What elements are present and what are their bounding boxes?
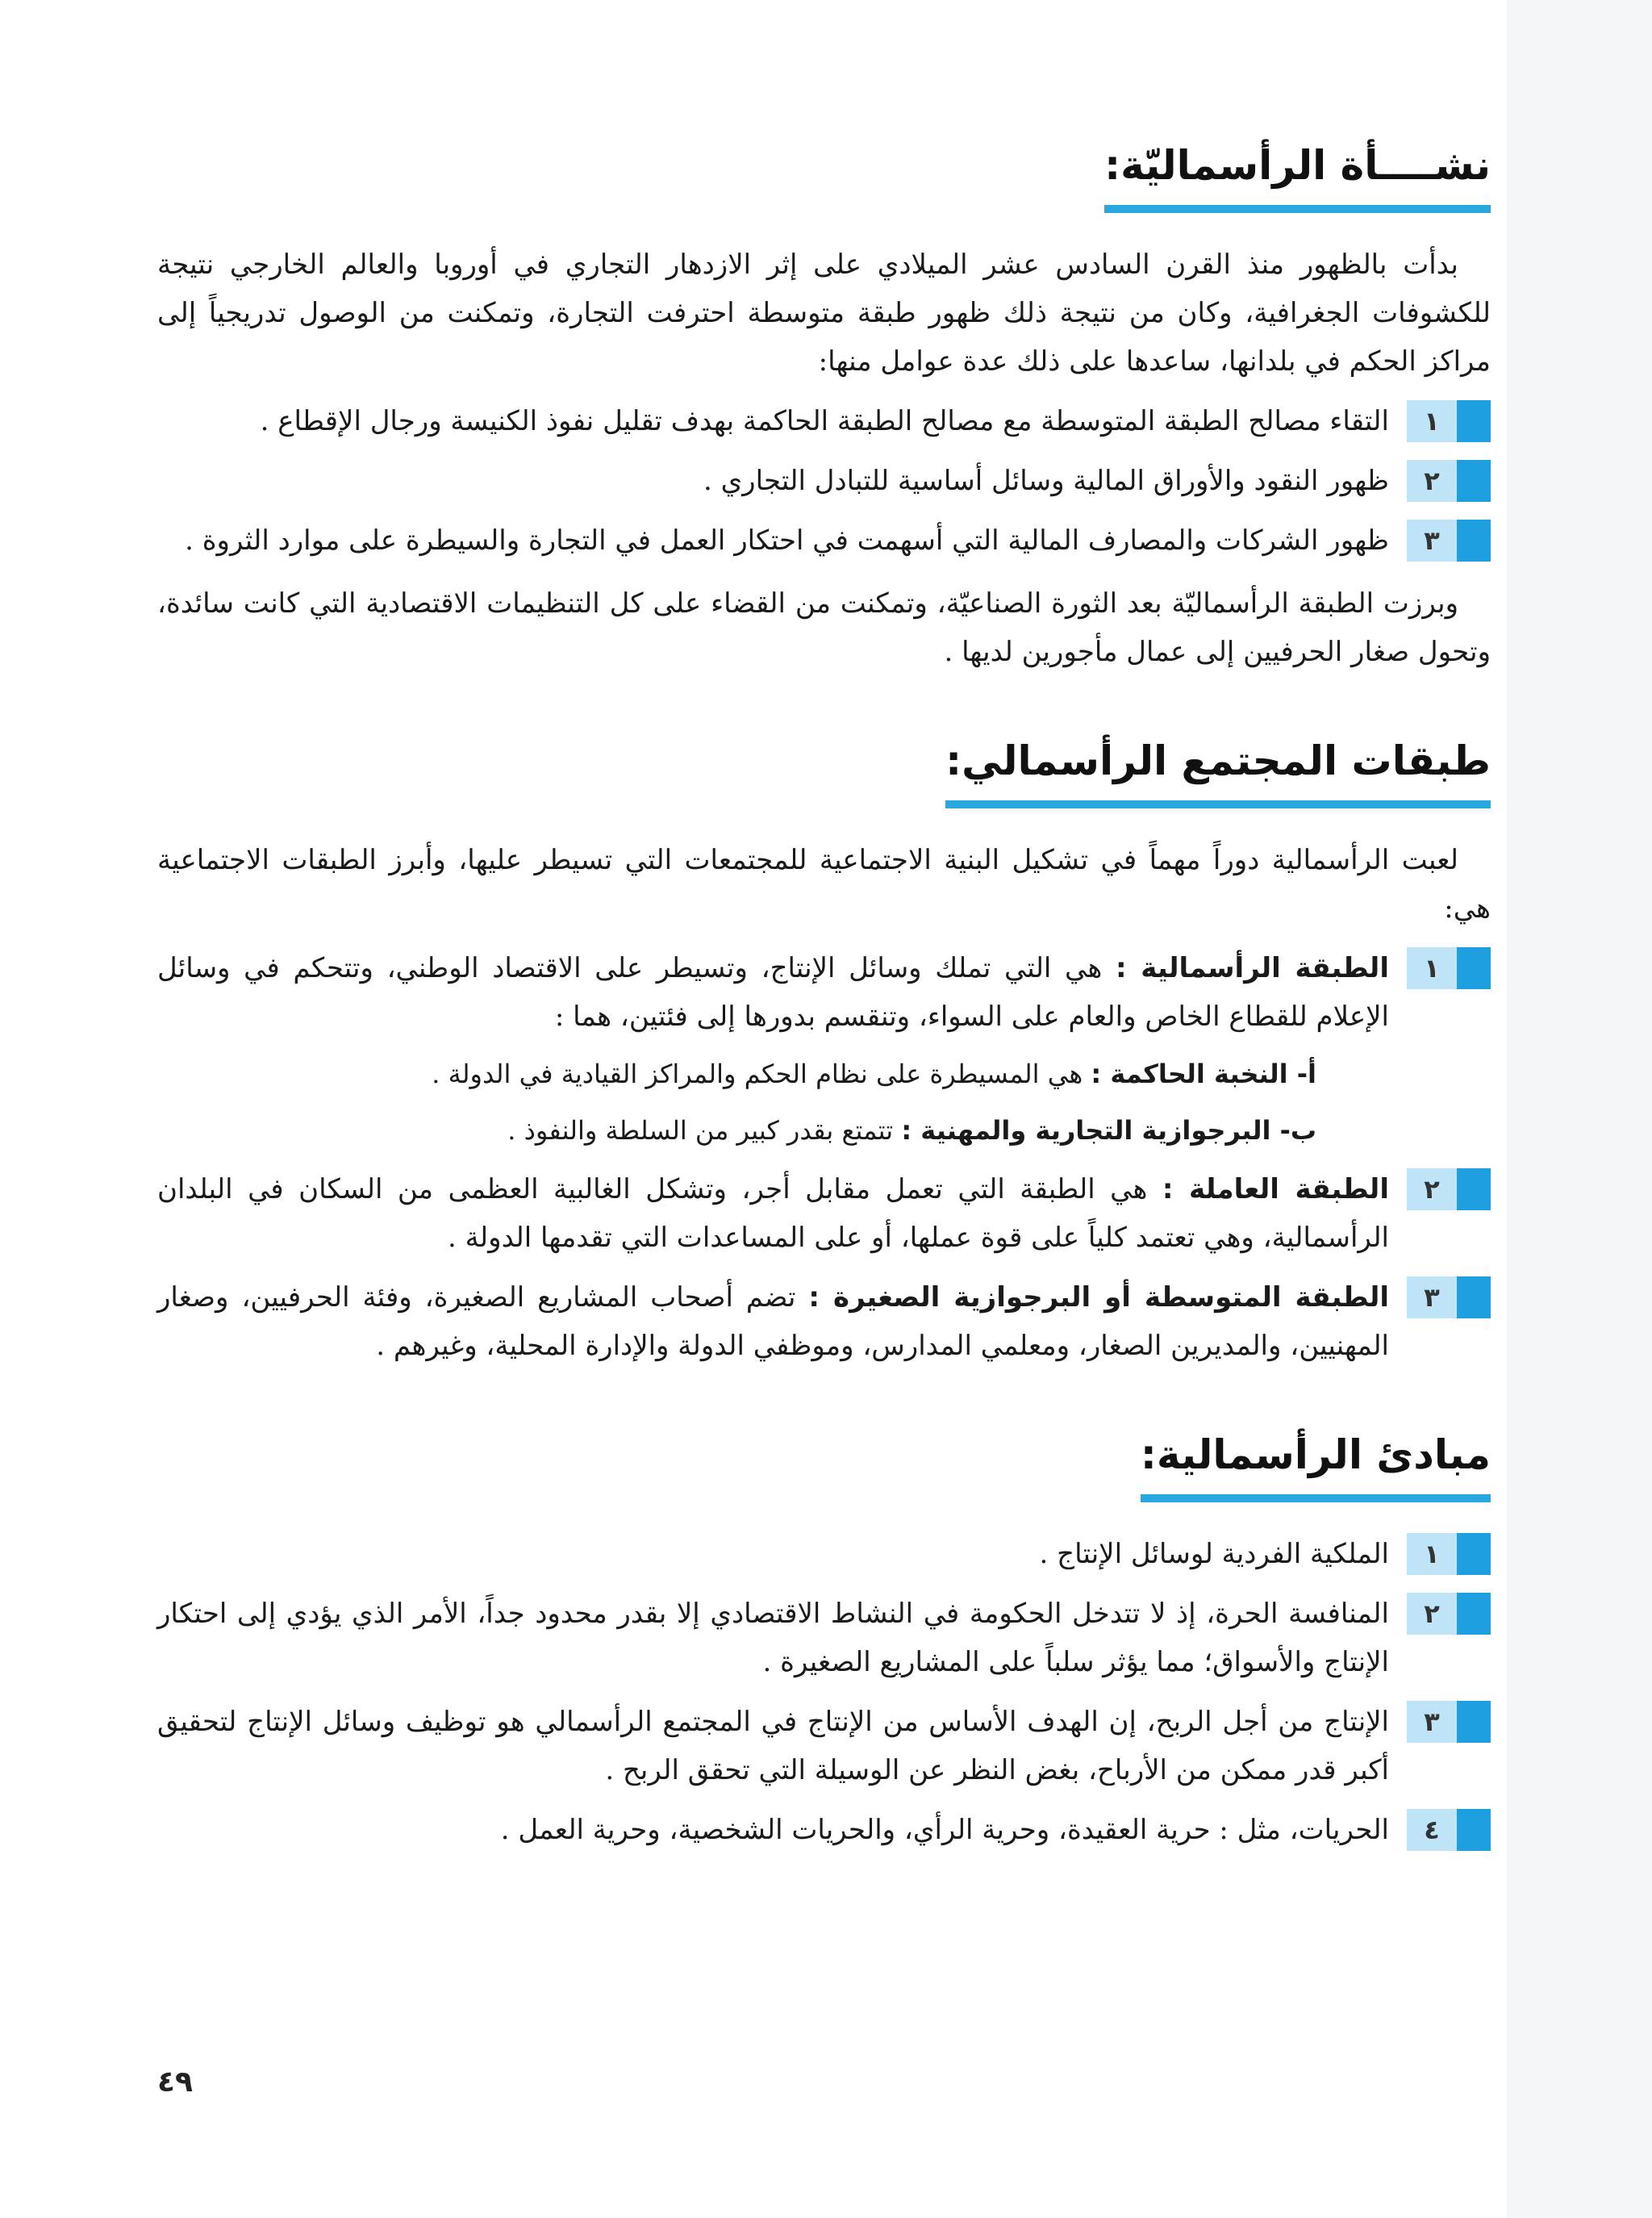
section-title: نشــــأة الرأسماليّة: — [1104, 137, 1491, 213]
list-item — [157, 516, 1491, 565]
section-principles — [157, 1426, 1491, 1854]
list-item — [157, 1698, 1491, 1794]
list-item-text: ظهور الشركات والمصارف المالية التي أسهمت في احتكار العمل في التجارة والسيطرة على موارد الثروة . — [185, 524, 1389, 557]
list-item-text: الملكية الفردية لوسائل الإنتاج . — [1039, 1538, 1389, 1570]
list-item-text: هي الطبقة التي تعمل مقابل أجر، وتشكل الغالبية العظمى من السكان في البلدان الرأسمالية، وهي تعتمد كلياً على قوة عملها، أو على المساعدات التي تقدمها الدولة . — [157, 1173, 1389, 1254]
paragraph: بدأت بالظهور منذ القرن السادس عشر الميلادي على إثر الازدهار التجاري في أوروبا والعالم الخارجي نتيجة للكشوفات الجغرافية، وكان من نتيجة ذلك ظهور طبقة متوسطة احترفت التجارة، وتمكنت من الوصول تدريجياً إلى مراكز الحكم في بلدانها، ساعدها على ذلك عدة عوامل منها: — [157, 249, 1491, 378]
page-number: ٤٩ — [157, 2066, 193, 2099]
number-badge: ٣ — [1407, 520, 1491, 562]
number-badge: ٢ — [1407, 460, 1491, 502]
list-item — [157, 944, 1491, 1154]
list-item-text: هي التي تملك وسائل الإنتاج، وتسيطر على الاقتصاد الوطني، وتتحكم في وسائل الإعلام للقطاع الخاص والعام على السواء، وتنقسم بدورها إلى فئتين، هما : — [157, 952, 1389, 1033]
list-item — [157, 1273, 1491, 1370]
list-item — [157, 397, 1491, 445]
number-badge: ١ — [1407, 400, 1491, 442]
numbered-list — [157, 397, 1491, 565]
list-item-text: المنافسة الحرة، إذ لا تتدخل الحكومة في النشاط الاقتصادي إلا بقدر محدود جداً، الأمر الذي يؤدي إلى احتكار الإنتاج والأسواق؛ مما يؤثر سلباً على المشاريع الصغيرة . — [157, 1598, 1389, 1678]
list-item-text: ظهور النقود والأوراق المالية وسائل أساسية للتبادل التجاري . — [703, 465, 1389, 497]
term-label: الطبقة العاملة : — [1162, 1173, 1389, 1205]
list-item — [157, 457, 1491, 505]
term-label: الطبقة الرأسمالية : — [1115, 952, 1389, 984]
list-item-text: التقاء مصالح الطبقة المتوسطة مع مصالح الطبقة الحاكمة بهدف تقليل نفوذ الكنيسة ورجال الإقطاع . — [260, 405, 1389, 437]
number-badge: ١ — [1407, 1533, 1491, 1575]
number-badge: ٣ — [1407, 1701, 1491, 1743]
section-title: طبقات المجتمع الرأسمالي: — [945, 733, 1491, 808]
list-item-text: تضم أصحاب المشاريع الصغيرة، وفئة الحرفيين، وصغار المهنيين، والمديرين الصغار، ومعلمي المدارس، وموظفي الدولة والإدارة المحلية، وغيرهم . — [157, 1281, 1389, 1362]
numbered-list — [157, 1530, 1491, 1854]
paragraph: وبرزت الطبقة الرأسماليّة بعد الثورة الصناعيّة، وتمكنت من القضاء على كل التنظيمات الاقتصادية التي كانت سائدة، وتحول صغار الحرفيين إلى عمال مأجورين لديها . — [157, 587, 1491, 668]
number-badge: ٢ — [1407, 1593, 1491, 1635]
list-item — [157, 1165, 1491, 1262]
list-item — [157, 1530, 1491, 1578]
sub-item: ب- البرجوازية التجارية والمهنية : تتمتع بقدر كبير من السلطة والنفوذ . — [507, 1115, 1316, 1146]
term-label: الطبقة المتوسطة أو البرجوازية الصغيرة : — [808, 1281, 1390, 1314]
list-item-text: الإنتاج من أجل الربح، إن الهدف الأساس من الإنتاج في المجتمع الرأسمالي هو توظيف وسائل الإنتاج لتحقيق أكبر قدر ممكن من الأرباح، بغض النظر عن الوسيلة التي تحقق الربح . — [157, 1706, 1389, 1786]
number-badge: ٣ — [1407, 1276, 1491, 1318]
list-item — [157, 1589, 1491, 1686]
number-badge: ٢ — [1407, 1168, 1491, 1210]
content — [157, 137, 1491, 1911]
margin-strip — [1507, 0, 1652, 2218]
list-item — [157, 1806, 1491, 1854]
list-item-text: الحريات، مثل : حرية العقيدة، وحرية الرأي، والحريات الشخصية، وحرية العمل . — [500, 1814, 1389, 1846]
paragraph: لعبت الرأسمالية دوراً مهماً في تشكيل البنية الاجتماعية للمجتمعات التي تسيطر عليها، وأبرز الطبقات الاجتماعية هي: — [157, 844, 1491, 925]
section-classes — [157, 733, 1491, 1370]
number-badge: ٤ — [1407, 1809, 1491, 1851]
section-title: مبادئ الرأسمالية: — [1141, 1426, 1491, 1502]
number-badge: ١ — [1407, 947, 1491, 989]
term-label: ب- البرجوازية التجارية والمهنية : — [901, 1115, 1316, 1146]
section-origin — [157, 137, 1491, 676]
term-label: أ- النخبة الحاكمة : — [1091, 1059, 1316, 1089]
numbered-list — [157, 944, 1491, 1370]
sub-item: أ- النخبة الحاكمة : هي المسيطرة على نظام الحكم والمراكز القيادية في الدولة . — [432, 1059, 1316, 1089]
